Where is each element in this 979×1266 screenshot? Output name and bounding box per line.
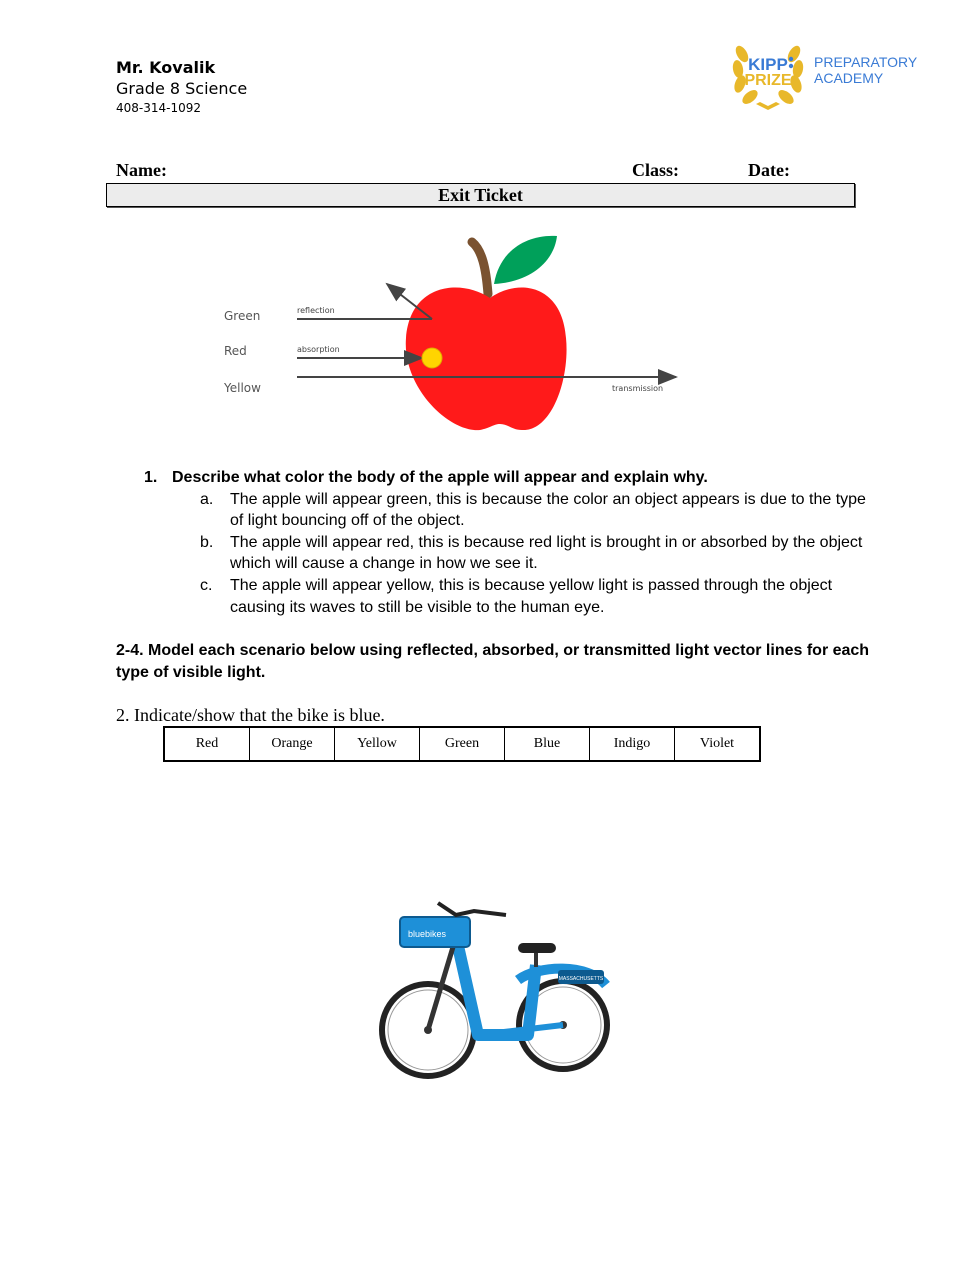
phone-number: 408-314-1092 [116,101,202,115]
color-spectrum-table [163,726,761,762]
bike-seat [518,943,556,953]
logo-line1: PREPARATORY [814,54,918,70]
label-red: Red [224,344,247,358]
color-cell-orange: Orange [250,727,335,761]
apple-stem [472,242,488,294]
option-text: The apple will appear yellow, this is because yellow light is passed through the object causing its waves to still be visible to the human eye. [230,576,833,616]
bike-frame-text: bluebikes [408,929,447,939]
absorption-dot [422,348,442,368]
option-letter: c. [200,576,213,594]
label-green: Green [224,309,261,323]
answer-option [145,489,875,532]
logo-kipp: KIPP [748,55,788,74]
color-cell-yellow: Yellow [335,727,420,761]
date-label: Date: [748,160,790,180]
table-row [164,727,760,761]
option-text: The apple will appear green, this is because the color an object appears is due to the type of light bouncing off of the object. [230,490,866,530]
question-1-text: Describe what color the body of the apple will appear and explain why. [172,469,708,486]
transmission-label: transmission [612,384,664,393]
reflection-label: reflection [297,306,335,315]
apple-leaf [494,236,557,284]
answer-option [145,575,875,618]
handlebars [438,903,506,915]
course-name: Grade 8 Science [116,79,248,98]
question-1 [145,467,875,618]
color-cell-indigo: Indigo [590,727,675,761]
logo-line2: ACADEMY [814,70,884,86]
answer-option [145,532,875,575]
section-2-4-instructions: 2-4. Model each scenario below using reflected, absorbed, or transmitted light vector lines for each type of visible light. [116,642,870,681]
label-yellow: Yellow [224,381,261,395]
color-cell-blue: Blue [505,727,590,761]
school-logo [728,34,918,114]
logo-prize: PRIZE [744,72,792,89]
question-2-text: 2. Indicate/show that the bike is blue. [116,705,385,725]
option-letter: a. [200,490,214,508]
color-cell-red: Red [164,727,250,761]
absorption-label: absorption [297,345,340,354]
color-cell-violet: Violet [675,727,761,761]
teacher-name: Mr. Kovalik [116,58,216,77]
question-1-number: 1. [144,469,158,486]
option-text: The apple will appear red, this is because red light is brought in or absorbed by the object which will cause a change in how we see it. [230,533,863,573]
color-cell-green: Green [420,727,505,761]
apple-light-diagram [210,228,690,438]
name-label: Name: [116,160,167,180]
blue-bike-image [378,885,613,1085]
teacher-info [116,58,247,116]
class-label: Class: [632,160,680,180]
rear-badge-text: MASSACHUSETTS [558,976,604,982]
answer-options [145,489,875,619]
exit-ticket-title: Exit Ticket [106,183,855,207]
option-letter: b. [200,533,214,551]
